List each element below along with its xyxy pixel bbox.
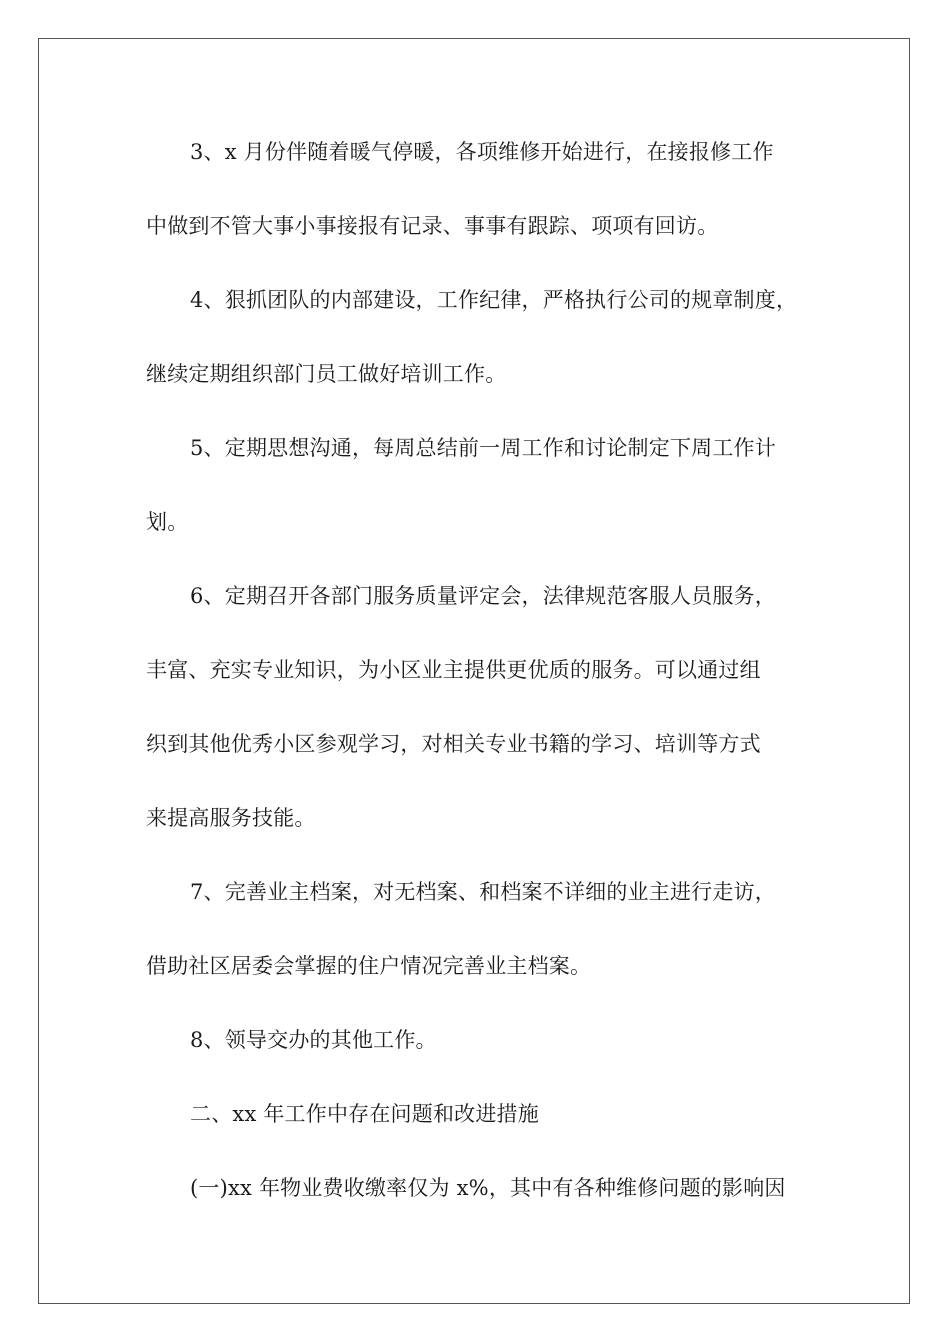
subsection-1-line-1: (一)xx 年物业费收缴率仅为 x%，其中有各种维修问题的影响因 (190, 1176, 786, 1200)
paragraph-7-line-2: 借助社区居委会掌握的住户情况完善业主档案。 (146, 954, 592, 978)
paragraph-3-line-2: 中做到不管大事小事接报有记录、事事有跟踪、项项有回访。 (146, 214, 719, 238)
section-heading-2: 二、xx 年工作中存在问题和改进措施 (190, 1102, 539, 1126)
paragraph-5-line-1: 5、定期思想沟通，每周总结前一周工作和讨论制定下周工作计 (190, 436, 776, 460)
paragraph-6-line-3: 织到其他优秀小区参观学习，对相关专业书籍的学习、培训等方式 (146, 732, 761, 756)
paragraph-6-line-2: 丰富、充实专业知识，为小区业主提供更优质的服务。可以通过组 (146, 658, 761, 682)
paragraph-7-line-1: 7、完善业主档案，对无档案、和档案不详细的业主进行走访， (190, 880, 776, 904)
paragraph-3-line-1: 3、x 月份伴随着暖气停暖，各项维修开始进行，在接报修工作 (190, 140, 774, 164)
paragraph-5-line-2: 划。 (146, 510, 189, 534)
paragraph-6-line-4: 来提高服务技能。 (146, 806, 316, 830)
paragraph-4-line-2: 继续定期组织部门员工做好培训工作。 (146, 362, 507, 386)
paragraph-4-line-1: 4、狠抓团队的内部建设，工作纪律，严格执行公司的规章制度， (190, 288, 798, 312)
paragraph-8-line-1: 8、领导交办的其他工作。 (190, 1028, 437, 1052)
paragraph-6-line-1: 6、定期召开各部门服务质量评定会，法律规范客服人员服务， (190, 584, 776, 608)
